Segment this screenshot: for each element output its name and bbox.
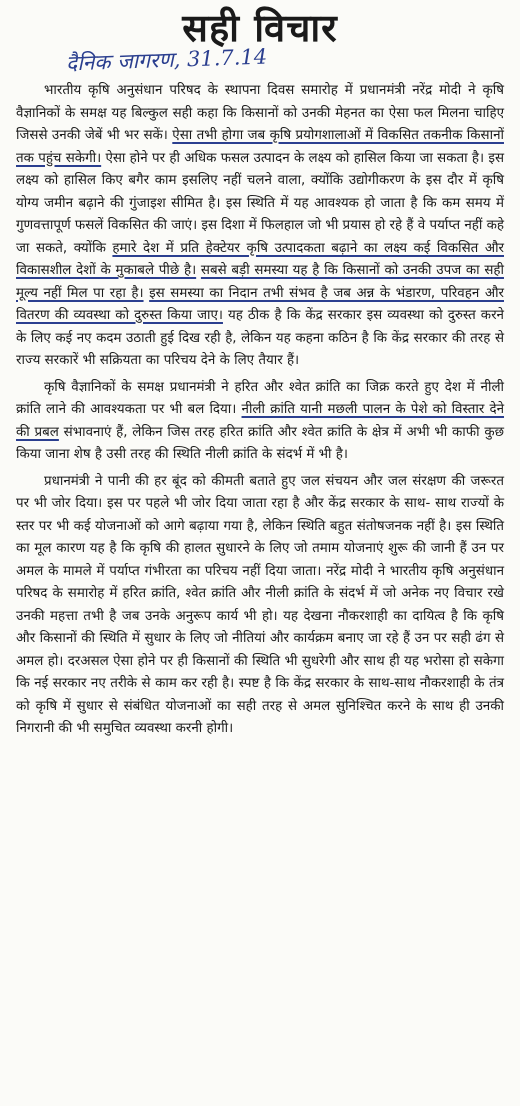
underlined-text: हमारे देश में प्रति हेक्टेयर कृषि उत्पादकता बढ़ाने का लक्ष्य कई विकसित और विकासशील देशों के मुकाबले पीछे है। xyxy=(16,240,504,278)
article-paragraph xyxy=(16,80,504,373)
headline: सही विचार xyxy=(182,6,338,50)
paragraph-text: यह ठीक है कि केंद्र सरकार इस व्यवस्था को दुरुस्त करने के लिए कई नए कदम उठाती हुई दिख रही है, लेकिन यह कहना कठिन है कि केंद्र सरकार की तरह से राज्य सरकारें भी सक्रियता का परिचय देने के लिए तैयार हैं। xyxy=(16,308,504,368)
handwritten-date-note: दैनिक जागरण, 31.7.14 xyxy=(65,44,268,76)
paragraph-text: ऐसा होने पर ही अधिक फसल उत्पादन के लक्ष्य को हासिल किया जा सकता है। इस लक्ष्य को हासिल किए बगैर काम इसलिए नहीं चलने वाला, क्योंकि उद्योगीकरण के इस दौर में कृषि योग्य जमीन बढ़ाने की गुंजाइश सीमित है। इस स्थिति में यह आवश्यक हो जाता है कि कम समय में गुणवत्तापूर्ण फसलें विकसित की जाएं। इस दिशा में फिलहाल जो भी प्रयास हो रहे हैं वे पर्याप्त नहीं कहे जा सकते, क्योंकि xyxy=(16,150,504,256)
paragraph-text: कृषि वैज्ञानिकों के समक्ष प्रधानमंत्री ने हरित और श्वेत क्रांति का जिक्र करते हुए देश में नीली क्रांति लाने की आवश्यकता पर भी बल दिया। xyxy=(16,379,504,417)
underlined-text: सबसे बड़ी समस्या यह है कि किसानों को उनकी उपज का सही मूल्य नहीं मिल पा रहा है। xyxy=(16,263,504,301)
paragraph-text: प्रधानमंत्री ने पानी की हर बूंद को कीमती बताते हुए जल संचयन और जल संरक्षण की जरूरत पर भी जोर दिया। इस पर पहले भी जोर दिया जाता रहा है और केंद्र सरकार के साथ- साथ राज्यों के स्तर पर भी कई योजनाओं को आगे बढ़ाया गया है, लेकिन स्थिति बहुत संतोषजनक नहीं है। इस स्थिति का मूल कारण यह है कि कृषि की हालत सुधारने के लिए जो तमाम योजनाएं शुरू की जानी हैं उन पर अमल के मामले में पर्याप्त गंभीरता का परिचय नहीं दिया जाता। नरेंद्र मोदी ने भारतीय कृषि अनुसंधान परिषद के समारोह में हरित क्रांति, श्वेत क्रांति और नीली क्रांति के संदर्भ में जो अनेक नए विचार रखे उनकी महत्ता तभी है जब उनके अनुरूप कार्य भी हो। यह देखना नौकरशाही का दायित्व है कि कृषि और किसानों की स्थिति में सुधार के लिए जो नीतियां और कार्यक्रम बनाए जा रहे हैं उन पर सही ढंग से अमल हो। दरअसल ऐसा होने पर ही किसानों की स्थिति भी सुधरेगी और साथ ही यह भरोसा हो सकेगा कि नई सरकार नए तरीके से काम कर रही है। स्पष्ट है कि केंद्र सरकार के साथ-साथ नौकरशाही के तंत्र को कृषि में सुधार से संबंधित योजनाओं का सही तरह से अमल सुनिश्चित करने के साथ ही उनकी निगरानी की भी समुचित व्यवस्था करनी होगी। xyxy=(16,473,504,736)
article-paragraph xyxy=(16,377,504,467)
underlined-text: ऐसा तभी होगा जब कृषि प्रयोगशालाओं में विकसित तकनीक किसानों तक पहुंच सकेगी। xyxy=(16,128,504,166)
article-paragraph xyxy=(16,471,504,741)
paragraph-text: संभावनाएं हैं, लेकिन जिस तरह हरित क्रांति और श्वेत क्रांति के क्षेत्र में अभी भी काफी कुछ किया जाना शेष है उसी तरह की स्थिति नीली क्रांति के संदर्भ में भी है। xyxy=(16,424,504,462)
underlined-text: नीली क्रांति यानी मछली पालन के पेशे को विस्तार देने की प्रबल xyxy=(16,402,505,440)
underlined-text: इस समस्या का निदान तभी संभव है जब अन्न के भंडारण, परिवहन और वितरण की व्यवस्था को दुरुस्त किया जाए। xyxy=(16,285,504,323)
paragraph-text: भारतीय कृषि अनुसंधान परिषद के स्थापना दिवस समारोह में प्रधानमंत्री नरेंद्र मोदी ने कृषि वैज्ञानिकों के समक्ष यह बिल्कुल सही कहा कि किसानों को उनकी मेहनत का ऐसा फल मिलना चाहिए जिससे उनकी जेबें भी भर सकें। xyxy=(16,83,504,143)
article-body xyxy=(16,80,504,741)
